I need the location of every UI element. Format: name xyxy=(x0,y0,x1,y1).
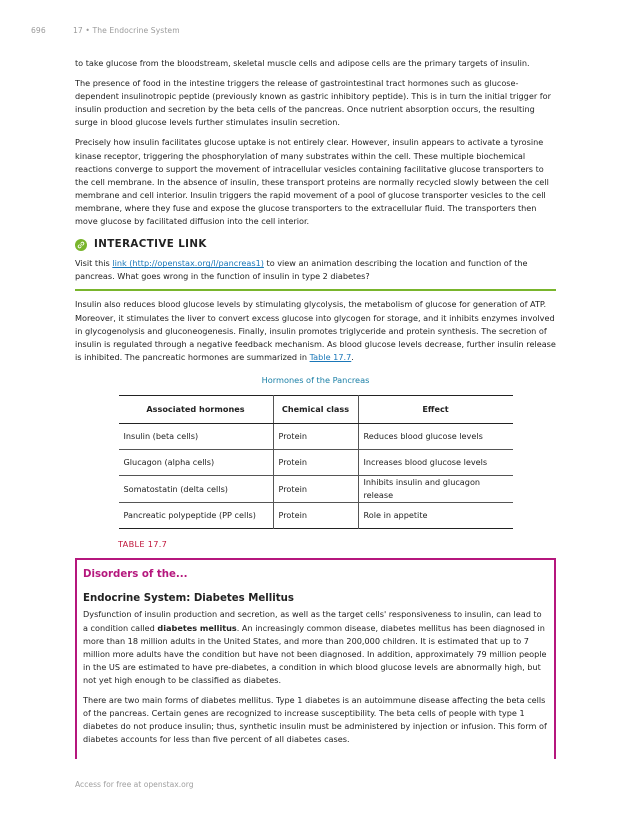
table-cell: Reduces blood glucose levels xyxy=(358,423,513,449)
hormones-table xyxy=(119,395,513,529)
paragraph xyxy=(75,298,556,363)
link-trail-text: to view an animation describing the location and function of the pancreas. What goes wrong in the function of insulin in type 2 diabetes? xyxy=(75,258,528,282)
table-row xyxy=(119,423,513,449)
table-header-row xyxy=(119,395,513,423)
page-header xyxy=(31,26,180,35)
table-cell: Protein xyxy=(273,423,358,449)
disorders-heading: Disorders of the... xyxy=(83,569,188,581)
column-header: Effect xyxy=(358,395,513,423)
key-term: diabetes mellitus xyxy=(157,622,237,633)
interactive-link-text xyxy=(75,257,556,286)
interactive-link-title: INTERACTIVE LINK xyxy=(94,238,207,251)
paragraph-text-end: . xyxy=(351,351,354,362)
table-row xyxy=(119,449,513,475)
main-content xyxy=(75,57,556,759)
table-row xyxy=(119,503,513,529)
paragraph-text: Dysfunction of insulin production and secretion, as well as the target cells' responsiveness to insulin, can lead to a condition called xyxy=(83,609,542,633)
paragraph: There are two main forms of diabetes mellitus. Type 1 diabetes is an autoimmune disease affecting the beta cells of the pancreas. Certain genes are recognized to increase susceptibility. The beta cells of people with type 1 diabetes do not produce insulin; thus, synthetic insulin must be administered by injection or infusion. This form of diabetes accounts for less than five percent of all diabetes cases. xyxy=(83,695,547,745)
paragraph-text-end: . An increasingly common disease, diabetes mellitus has been diagnosed in more than 18 million adults in the United States, and more than 200,000 children. It is estimated that up to 7 million more adults have the condition but have not been diagnosed. In addition, approximately 79 million people in the US are estimated to have pre-diabetes, a condition in which blood glucose levels are abnormally high, but not yet high enough to be classified as diabetes. xyxy=(83,622,547,685)
table-row xyxy=(119,475,513,502)
column-header: Associated hormones xyxy=(119,395,274,423)
paragraph: The presence of food in the intestine triggers the release of gastrointestinal tract hormones such as glucose-dependent insulinotropic peptide (previously known as gastric inhibitory peptide). This is in turn the initial trigger for insulin production and secretion by the beta cells of the pancreas. Once nutrient absorption occurs, the resulting surge in blood glucose levels further stimulates insulin secretion. xyxy=(75,78,551,128)
paragraph: to take glucose from the bloodstream, skeletal muscle cells and adipose cells are the primary targets of insulin. xyxy=(75,58,530,68)
table-cell: Role in appetite xyxy=(358,503,513,529)
table-cell: Pancreatic polypeptide (PP cells) xyxy=(123,510,256,521)
chapter-title: 17 • The Endocrine System xyxy=(73,26,180,35)
table-cell: Inhibits insulin and glucagon release xyxy=(358,475,513,502)
link-lead-text: Visit this xyxy=(75,258,113,269)
link-icon xyxy=(75,239,87,251)
paragraph: Precisely how insulin facilitates glucose uptake is not entirely clear. However, insulin appears to activate a tyrosine kinase receptor, triggering the phosphorylation of many substrates within the cell. These multiple biochemical reactions converge to support the movement of intracellular vesicles containing facilitative glucose transporters to the cell membrane. In the absence of insulin, these transport proteins are normally recycled slowly between the cell membrane and cell interior. Insulin triggers the rapid movement of a pool of glucose transporter vesicles to the cell membrane, where they fuse and expose the glucose transporters to the extracellular fluid. The transporters then move glucose by facilitated diffusion into the cell interior. xyxy=(75,137,549,227)
interactive-link-header xyxy=(75,238,556,251)
table-cell: Protein xyxy=(273,475,358,502)
table-cell: Protein xyxy=(273,449,358,475)
paragraph-text: Insulin also reduces blood glucose levels by stimulating glycolysis, the metabolism of glucose for generation of ATP. Moreover, it stimulates the liver to convert excess glucose into glycogen for storage, and it inhibits enzymes involved in glycogenolysis and gluconeogenesis. Finally, insulin promotes triglyceride and protein synthesis. The secretion of insulin is regulated through a negative feedback mechanism. As blood glucose levels decrease, further insulin release is inhibited. The pancreatic hormones are summarized in xyxy=(75,299,556,362)
table-reference-link[interactable]: Table 17.7 xyxy=(309,351,352,362)
table-cell: Insulin (beta cells) xyxy=(119,423,274,449)
disorders-subheading: Endocrine System: Diabetes Mellitus xyxy=(83,593,294,605)
table-cell: Protein xyxy=(273,503,358,529)
page-number: 696 xyxy=(31,26,46,35)
table-cell: Glucagon (alpha cells) xyxy=(119,449,274,475)
paragraph xyxy=(83,608,548,687)
divider xyxy=(75,289,556,291)
column-header: Chemical class xyxy=(273,395,358,423)
animation-link[interactable]: link (http://openstax.org/l/pancreas1) xyxy=(112,258,264,269)
table-caption: Hormones of the Pancreas xyxy=(261,374,370,385)
disorders-box xyxy=(75,558,556,759)
table-label: TABLE 17.7 xyxy=(118,539,168,550)
interactive-link-box xyxy=(75,238,556,291)
page-footer: Access for free at openstax.org xyxy=(75,780,194,789)
table-cell: Somatostatin (delta cells) xyxy=(119,475,274,502)
table-cell: Increases blood glucose levels xyxy=(358,449,513,475)
